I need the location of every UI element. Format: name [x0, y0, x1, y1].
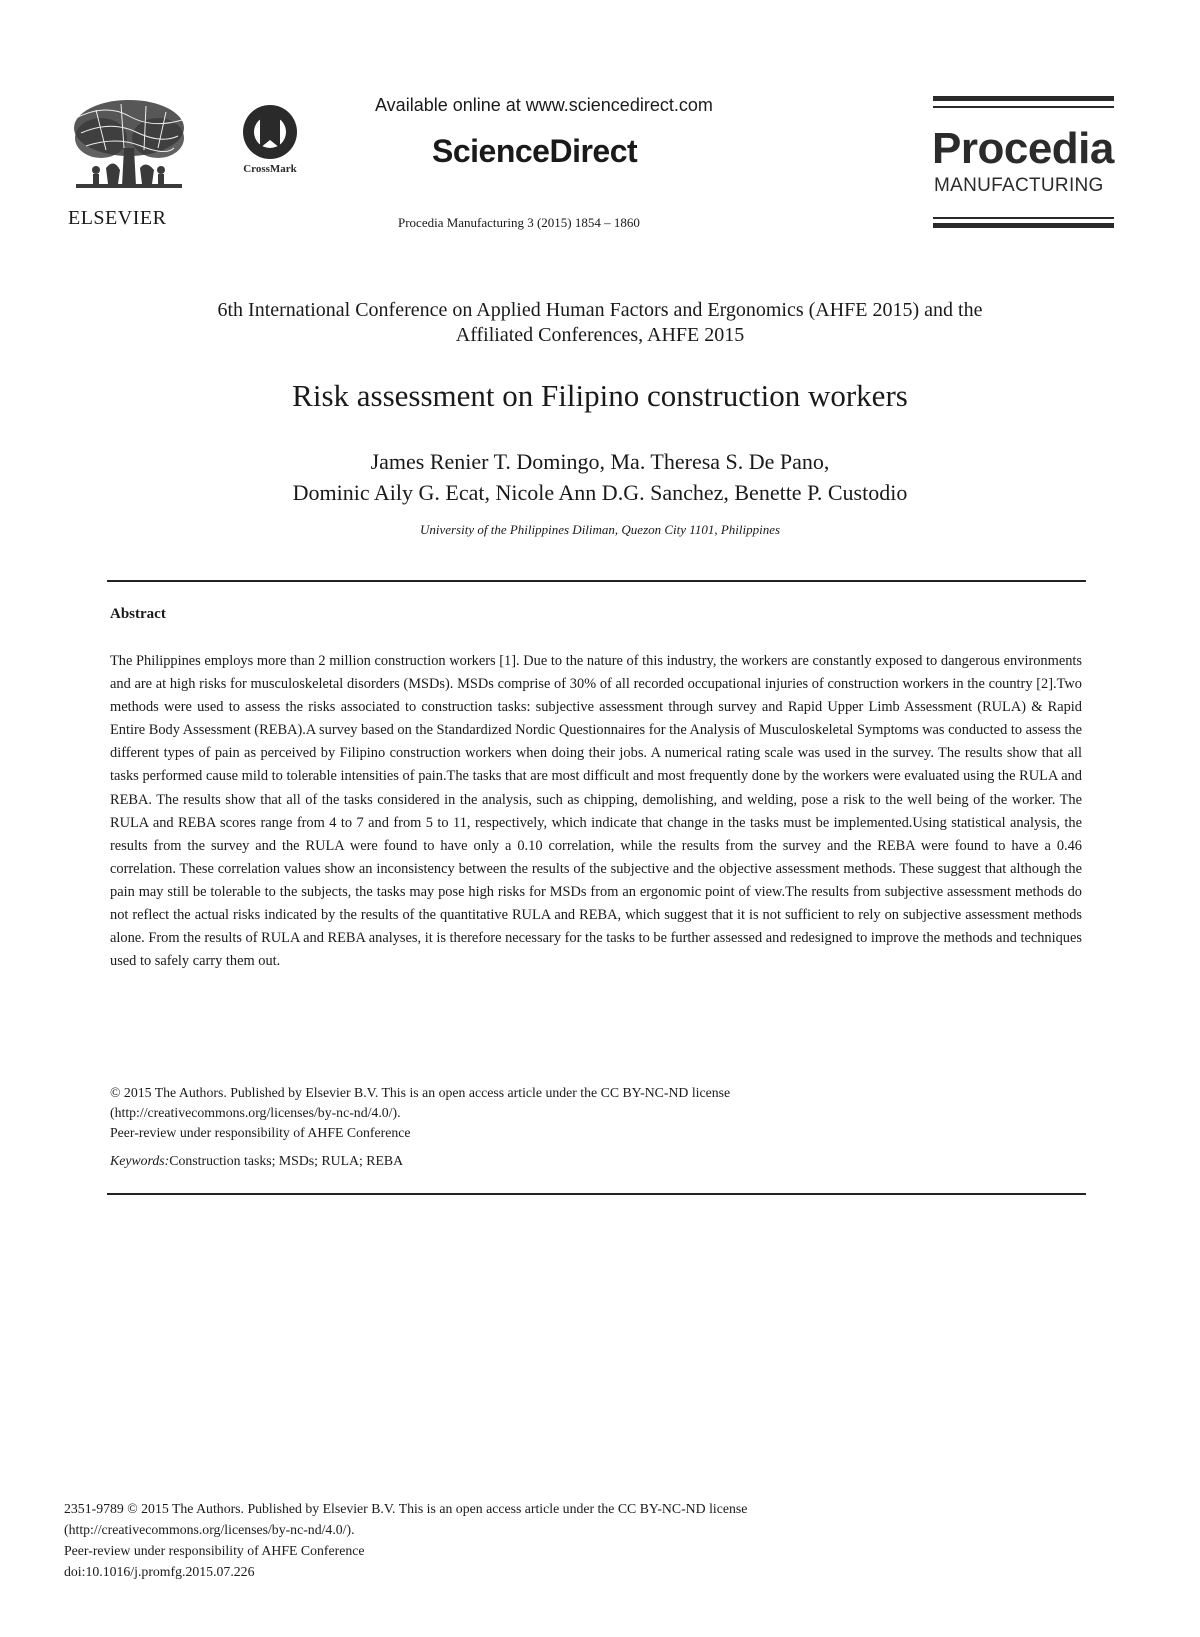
divider — [107, 1193, 1086, 1195]
copyright-line: © 2015 The Authors. Published by Elsevier B.V. This is an open access article under the CC BY-NC-ND license — [110, 1085, 731, 1100]
journal-name: Procedia — [932, 124, 1114, 173]
conference-line: 6th International Conference on Applied Human Factors and Ergonomics (AHFE 2015) and the — [217, 299, 983, 321]
publisher-name: ELSEVIER — [68, 207, 167, 229]
abstract-heading: Abstract — [110, 606, 166, 622]
procedia-rule — [933, 106, 1114, 108]
author-line: Dominic Aily G. Ecat, Nicole Ann D.G. Sanchez, Benette P. Custodio — [292, 480, 908, 505]
footer-peer-review: Peer-review under responsibility of AHFE Conference — [64, 1543, 365, 1558]
footer-issn-line: 2351-9789 © 2015 The Authors. Published by Elsevier B.V. This is an open access article under the CC BY-NC-ND license — [64, 1501, 748, 1516]
peer-review-line: Peer-review under responsibility of AHFE Conference — [110, 1125, 411, 1140]
available-online-text: Available online at www.sciencedirect.com — [375, 95, 713, 115]
affiliation: University of the Philippines Diliman, Quezon City 1101, Philippines — [419, 522, 781, 537]
keywords-text: Construction tasks; MSDs; RULA; REBA — [169, 1153, 404, 1168]
journal-reference: Procedia Manufacturing 3 (2015) 1854 – 1860 — [398, 215, 640, 230]
elsevier-tree-logo — [66, 98, 192, 194]
journal-subtitle: MANUFACTURING — [934, 175, 1104, 196]
crossmark-icon[interactable] — [235, 104, 305, 176]
divider — [107, 580, 1086, 582]
footer-license-link[interactable]: (http://creativecommons.org/licenses/by-nc-nd/4.0/). — [64, 1522, 355, 1537]
conference-name — [100, 298, 1100, 348]
paper-title: Risk assessment on Filipino construction workers — [292, 378, 908, 413]
conference-line: Affiliated Conferences, AHFE 2015 — [455, 324, 745, 346]
procedia-rule — [933, 223, 1114, 228]
doi-link[interactable]: doi:10.1016/j.promfg.2015.07.226 — [64, 1564, 255, 1579]
page-footer — [64, 1498, 1064, 1582]
keywords — [110, 1153, 1010, 1169]
svg-text:CrossMark: CrossMark — [243, 163, 297, 175]
copyright-notice — [110, 1083, 1010, 1143]
author-line: James Renier T. Domingo, Ma. Theresa S. De Pano, — [370, 449, 830, 474]
procedia-rule — [933, 217, 1114, 219]
license-link[interactable]: (http://creativecommons.org/licenses/by-nc-nd/4.0/). — [110, 1105, 401, 1120]
keywords-label: Keywords: — [110, 1153, 170, 1168]
author-list — [100, 446, 1100, 508]
sciencedirect-wordmark: ScienceDirect — [432, 133, 638, 169]
procedia-rule — [933, 96, 1114, 101]
abstract-body: The Philippines employs more than 2 million construction workers [1]. Due to the nature of this industry, the workers are constantly exposed to dangerous environments and are at high risks for musculoskeletal disorders (MSDs). MSDs comprise of 30% of all recorded occupational injuries of construction workers in the country [2].Two methods were used to assess the risks associated to construction tasks: subjective assessment through survey and Rapid Upper Limb Assessment (RULA) & Rapid Entire Body Assessment (REBA).A survey based on the Standardized Nordic Questionnaires for the Analysis of Musculoskeletal Symptoms was conducted to assess the different types of pain as perceived by Filipino construction workers when doing their jobs. A numerical rating scale was used in the survey. The results show that all tasks performed cause mild to tolerable intensities of pain.The tasks that are most difficult and most frequently done by the workers were evaluated using the RULA and REBA. The results show that all of the tasks considered in the analysis, such as chipping, demolishing, and welding, pose a risk to the well being of the worker. The RULA and REBA scores range from 4 to 7 and from 5 to 11, respectively, which indicate that change in the tasks must be implemented.Using statistical analysis, the results from the survey and the RULA were found to have only a 0.10 correlation, while the results from the survey and the REBA were found to have a 0.46 correlation. These correlation values show an inconsistency between the results of the subjective and the objective assessment methods. These suggest that although the pain may still be tolerable to the subjects, the tasks may pose high risks for MSDs from an ergonomic point of view.The results from subjective assessment methods do not reflect the actual risks indicated by the results of the quantitative RULA and REBA, which suggest that it is not sufficient to rely on subjective assessment methods alone. From the results of RULA and REBA analyses, it is therefore necessary for the tasks to be further assessed and redesigned to improve the methods and techniques used to safely carry them out. — [110, 653, 1083, 970]
